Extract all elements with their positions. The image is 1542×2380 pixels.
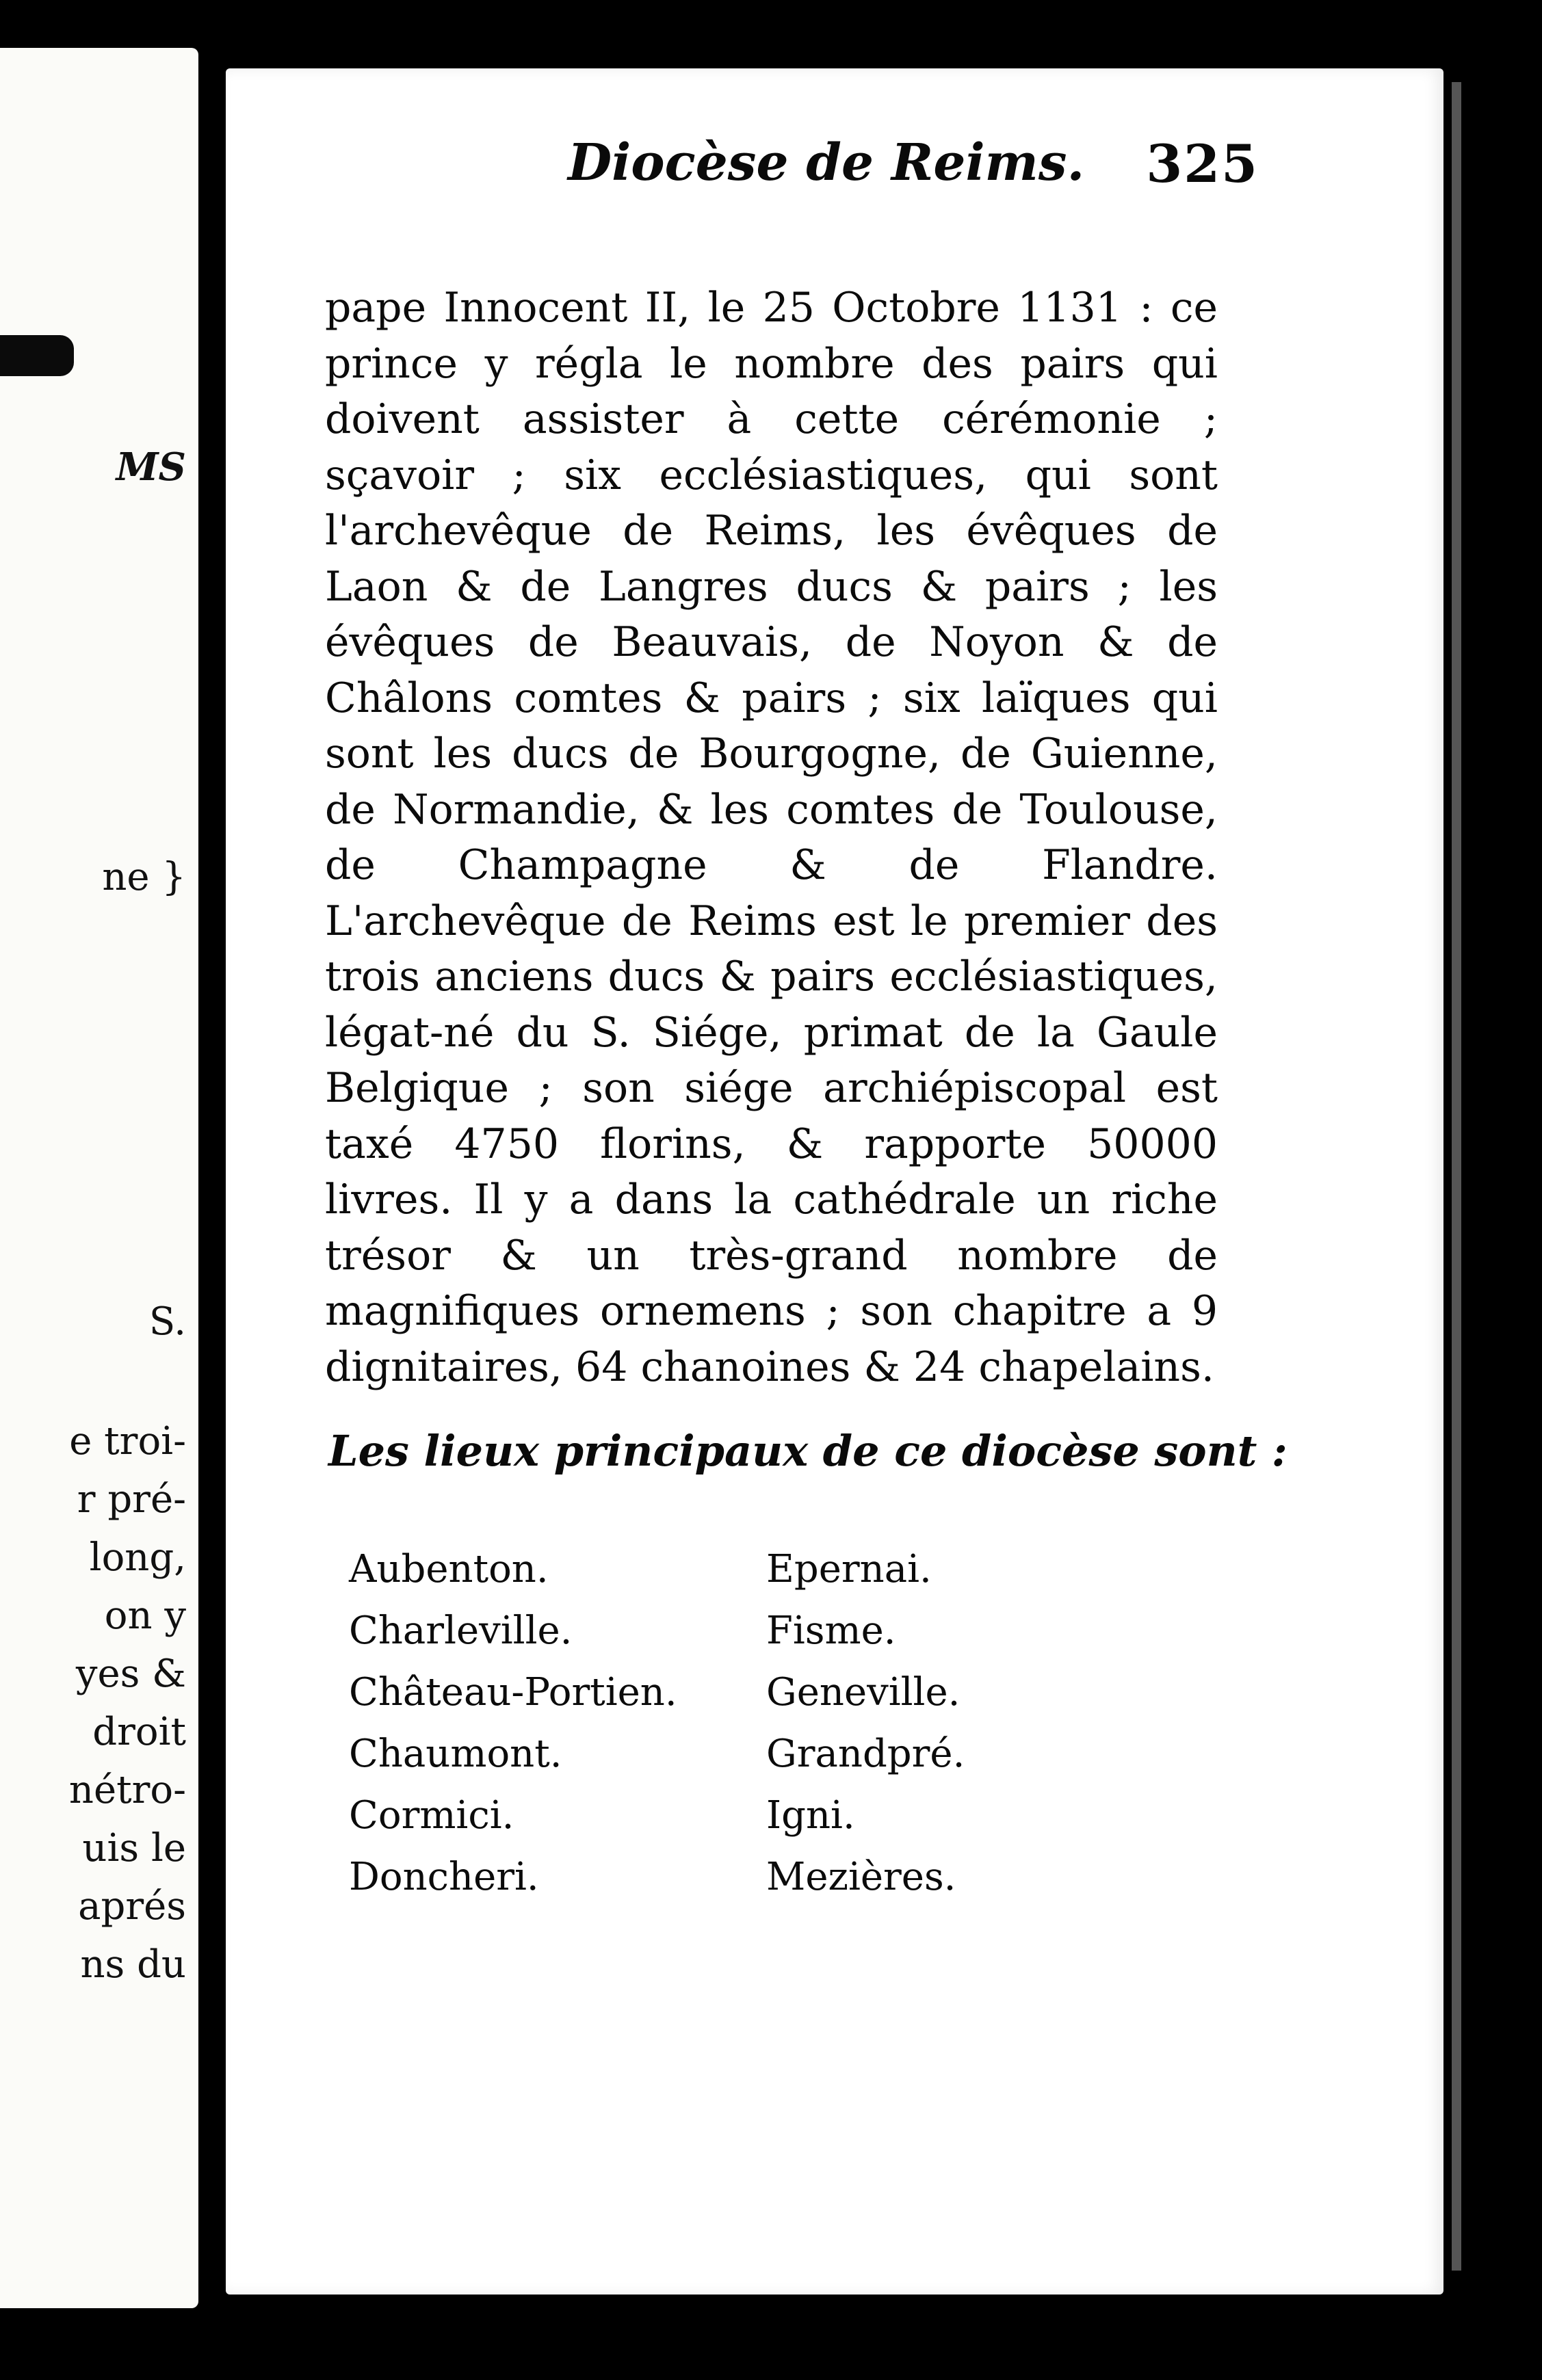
body-paragraph: pape Innocent II, le 25 Octobre 1131 : ce prince y régla le nombre des pairs qui doivent assister à cette cérémonie ; sçavoir ; six ecclésiastiques, qui sont l'archevêque de Reims, les évêques de Laon & de Langres ducs & pairs ; les évêques de Beauvais, de Noyon & de Châlons comtes & pairs ; six laïques qui sont les ducs de Bourgogne, de Guienne, de Normandie, & les comtes de Toulouse, de Champagne & de Flandre. L'archevêque de Reims est le premier des trois anciens ducs & pairs ecclésiastiques, légat-né du S. Siége, primat de la Gaule Belgique ; son siége archiépiscopal est taxé 4750 florins, & rapporte 50000 livres. Il y a dans la cathédrale un riche trésor & un très-grand nombre de magnifiques ornemens ; son chapitre a 9 dignitaires, 64 chanoines & 24 chapelains.	[325, 284, 1218, 1391]
place-item: Aubenton.	[349, 1547, 549, 1591]
left-fragment-line: nétro-	[68, 1768, 186, 1812]
places-heading: Les lieux principaux de ce diocèse sont :	[328, 1426, 1288, 1476]
left-fragment-line: uis le	[82, 1826, 186, 1870]
place-item: Igni.	[766, 1793, 855, 1838]
left-fragment-line: on y	[104, 1594, 186, 1638]
left-fragment-line: ns du	[80, 1942, 186, 1987]
left-fragment-line: MS	[116, 445, 186, 490]
left-fragment-line: yes &	[75, 1652, 186, 1696]
running-head: Diocèse de Reims.	[568, 133, 1085, 192]
left-fragment-line: aprés	[78, 1884, 186, 1929]
place-item: Fisme.	[766, 1609, 896, 1653]
place-item: Doncheri.	[349, 1855, 539, 1899]
left-page-fragment	[0, 48, 198, 2308]
book-binding-edge	[1452, 82, 1461, 2271]
left-fragment-line: long,	[89, 1535, 186, 1580]
place-item: Charleville.	[349, 1609, 573, 1653]
left-fragment-line: ne }	[102, 855, 186, 899]
page-number: 325	[1146, 133, 1259, 194]
left-fragment-line: S.	[148, 1299, 186, 1344]
place-item: Chaumont.	[349, 1732, 562, 1776]
place-item: Epernai.	[766, 1547, 932, 1591]
left-fragment-line: droit	[92, 1710, 186, 1754]
left-fragment-line: r pré-	[77, 1477, 186, 1522]
place-item: Mezières.	[766, 1855, 956, 1899]
place-item: Château-Portien.	[349, 1670, 677, 1715]
page-header	[328, 133, 1259, 195]
decorative-rule	[0, 335, 74, 376]
place-item: Grandpré.	[766, 1732, 965, 1776]
place-item: Geneville.	[766, 1670, 961, 1715]
left-fragment-line: e troi-	[69, 1419, 186, 1464]
places-list	[349, 1539, 1238, 1908]
place-item: Cormici.	[349, 1793, 514, 1838]
